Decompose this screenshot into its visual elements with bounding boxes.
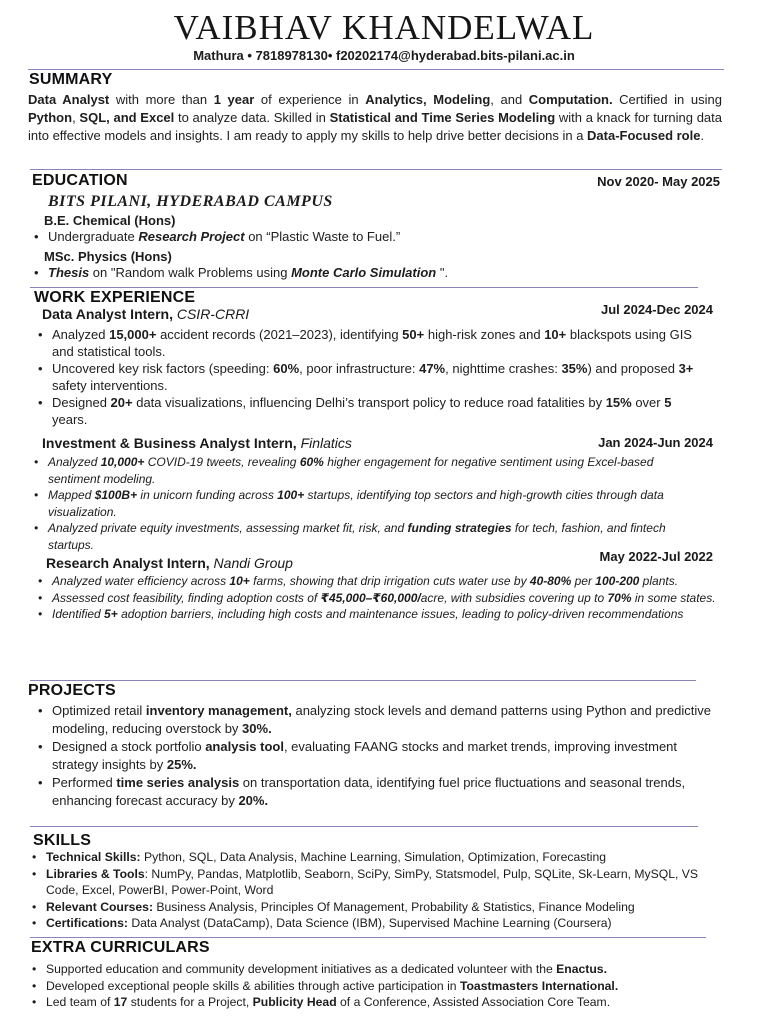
list-item: • Developed exceptional people skills & abilities through active participation in Toastmasters International. (32, 978, 732, 995)
divider (30, 680, 696, 681)
list-item: • Analyzed 10,000+ COVID-19 tweets, revealing 60% higher engagement for negative sentiment using Excel-based sentiment modeling. (34, 454, 698, 487)
list-item: • Analyzed 15,000+ accident records (2021–2023), identifying 50+ high-risk zones and 10+ blackspots using GIS and statistical tools. (38, 326, 698, 360)
list-item: • Optimized retail inventory management, analyzing stock levels and demand patterns using Python and predictive modeling, reducing overstock by 30%. (38, 702, 722, 738)
divider (30, 287, 698, 288)
list-item: • Identified 5+ adoption barriers, including high costs and maintenance issues, leading to policy-driven recommendations (38, 606, 718, 623)
education-date: Nov 2020- May 2025 (597, 174, 720, 189)
job-date: Jul 2024-Dec 2024 (600, 302, 713, 317)
job-bullets (38, 326, 698, 428)
job-bullets (34, 454, 698, 553)
university-name: BITS PILANI, HYDERABAD CAMPUS (48, 193, 333, 210)
list-item: • Libraries & Tools: NumPy, Pandas, Matplotlib, Seaborn, SciPy, SimPy, Statsmodel, Pulp, SQLite, Sk-Learn, MySQL, VS Code, Excel, PowerBI, Power-Point, Word (32, 866, 722, 899)
list-item: • Designed a stock portfolio analysis tool, evaluating FAANG stocks and market trends, improving investment strategy insights by 25%. (38, 738, 722, 774)
summary-text: Data Analyst with more than 1 year of experience in Analytics, Modeling, and Computation. Certified in using Python, SQL, and Excel to analyze data. Skilled in Statistical and Time Series Modeling with a knack for turning data into effective models and insights. I am ready to apply my skills to help drive better decisions in a Data-Focused role. (28, 92, 722, 143)
divider (30, 826, 698, 827)
list-item: • Certifications: Data Analyst (DataCamp), Data Science (IBM), Supervised Machine Learning (Coursera) (32, 915, 722, 932)
job-bullets (38, 573, 718, 623)
skills-heading: SKILLS (33, 832, 92, 849)
divider (30, 937, 706, 938)
job-date: May 2022-Jul 2022 (599, 549, 713, 564)
contact-line: Mathura • 7818978130• f20202174@hyderabad.bits-pilani.ac.in (193, 48, 575, 63)
list-item: • Led team of 17 students for a Project, Publicity Head of a Conference, Assisted Association Core Team. (32, 994, 732, 1011)
list-item: • Technical Skills: Python, SQL, Data Analysis, Machine Learning, Simulation, Optimization, Forecasting (32, 849, 722, 866)
list-item: • Mapped $100B+ in unicorn funding across 100+ startups, identifying top sectors and high-growth cities through data visualization. (34, 487, 698, 520)
job-date: Jan 2024-Jun 2024 (598, 435, 713, 450)
projects-heading: PROJECTS (28, 682, 116, 699)
summary-heading: SUMMARY (29, 71, 113, 88)
list-item: • Supported education and community development initiatives as a dedicated volunteer with the Enactus. (32, 961, 732, 978)
job-title: Investment & Business Analyst Intern, Finlatics (42, 435, 352, 451)
extracurricular-list (32, 961, 732, 1011)
work-heading: WORK EXPERIENCE (34, 289, 196, 306)
job-title: Data Analyst Intern, CSIR-CRRI (42, 306, 250, 322)
degree-be: B.E. Chemical (Hons) (44, 213, 176, 228)
candidate-name: VAIBHAV KHANDELWAL (173, 8, 595, 47)
degree-msc-details (34, 264, 714, 282)
list-item: • Analyzed private equity investments, assessing market fit, risk, and funding strategies for tech, fashion, and fintech startups. (34, 520, 698, 553)
list-item: • Designed 20+ data visualizations, influencing Delhi’s transport policy to reduce road fatalities by 15% over 5 years. (38, 394, 698, 428)
extracurricular-heading: EXTRA CURRICULARS (31, 939, 210, 956)
list-item: • Relevant Courses: Business Analysis, Principles Of Management, Probability & Statistics, Finance Modeling (32, 899, 722, 916)
skills-list (32, 849, 722, 932)
degree-msc: MSc. Physics (Hons) (44, 249, 172, 264)
list-item: • Performed time series analysis on transportation data, identifying fuel price fluctuations and seasonal trends, enhancing forecast accuracy by 20%. (38, 774, 722, 810)
list-item: • Undergraduate Research Project on “Plastic Waste to Fuel.” (34, 228, 714, 246)
list-item: • Analyzed water efficiency across 10+ farms, showing that drip irrigation cuts water use by 40-80% per 100-200 plants. (38, 573, 718, 590)
list-item: • Thesis on "Random walk Problems using Monte Carlo Simulation ". (34, 264, 714, 282)
divider (28, 69, 724, 70)
job-title: Research Analyst Intern, Nandi Group (46, 555, 293, 571)
project-list (38, 702, 722, 810)
list-item: • Assessed cost feasibility, finding adoption costs of ₹45,000–₹60,000/acre, with subsidies covering up to 70% in some states. (38, 590, 718, 607)
divider (30, 169, 722, 170)
education-heading: EDUCATION (32, 172, 128, 189)
degree-be-details (34, 228, 714, 246)
list-item: • Uncovered key risk factors (speeding: 60%, poor infrastructure: 47%, nighttime crashes: 35%) and proposed 3+ safety interventions. (38, 360, 698, 394)
